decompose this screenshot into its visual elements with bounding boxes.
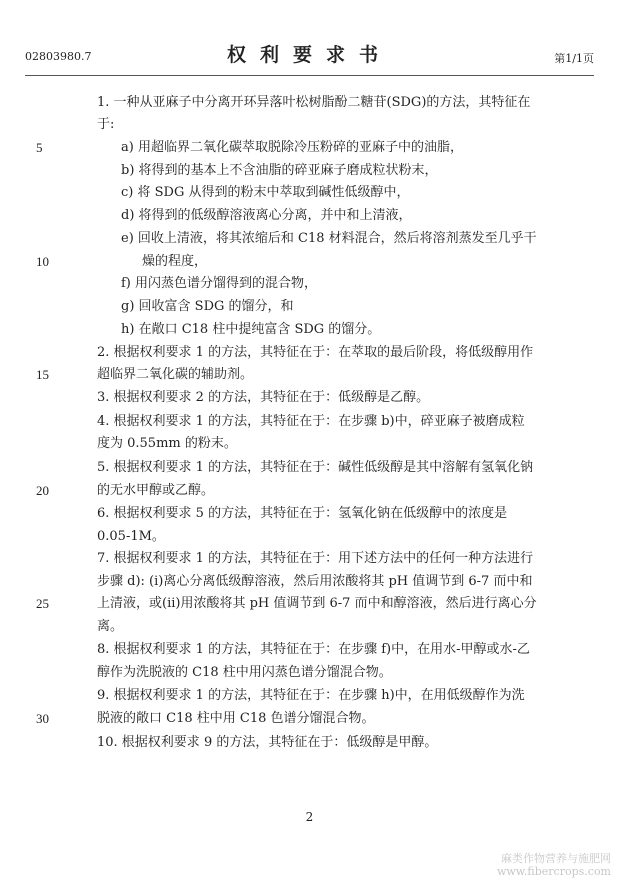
claim-1-step-a: a) 用超临界二氧化碳萃取脱除冷压粉碎的亚麻子中的油脂， — [121, 140, 463, 155]
claim-1-step-e-cont: 燥的程度， — [142, 254, 208, 269]
line-number-30: 30 — [36, 711, 49, 726]
claim-5-line-1: 5. 根据权利要求 1 的方法，其特征在于：碱性低级醇是其中溶解有氢氧化钠 — [97, 460, 534, 475]
page-number: 2 — [305, 810, 314, 824]
watermark-line-2: www.fibercrops.com — [496, 865, 611, 878]
claim-6-line-1: 6. 根据权利要求 5 的方法，其特征在于：氢氧化钠在低级醇中的浓度是 — [97, 506, 508, 521]
claim-3: 3. 根据权利要求 2 的方法，其特征在于：低级醇是乙醇。 — [97, 390, 430, 405]
claim-6-line-2: 0.05-1M。 — [97, 529, 165, 544]
watermark-line-1: 麻类作物营养与施肥网 — [501, 852, 611, 865]
claim-8-line-2: 醇作为洗脱液的 C18 柱中用闪蒸色谱分馏混合物。 — [97, 665, 392, 680]
document-title: 权利要求书 — [226, 44, 392, 66]
line-number-20: 20 — [36, 483, 49, 498]
claim-7-line-1: 7. 根据权利要求 1 的方法，其特征在于：用下述方法中的任何一种方法进行 — [97, 551, 534, 566]
application-number: 02803980.7 — [25, 50, 92, 63]
claim-2-line-1: 2. 根据权利要求 1 的方法，其特征在于：在萃取的最后阶段，将低级醇用作 — [97, 345, 534, 360]
claim-7-line-4: 离。 — [97, 619, 124, 634]
claim-9-line-2: 脱液的敞口 C18 柱中用 C18 色谱分馏混合物。 — [97, 711, 375, 726]
claim-5-line-2: 的无水甲醇或乙醇。 — [97, 483, 215, 498]
claim-1-step-g: g) 回收富含 SDG 的馏分，和 — [121, 299, 294, 314]
claim-1-step-h: h) 在敞口 C18 柱中提纯富含 SDG 的馏分。 — [121, 322, 381, 337]
page-indicator: 第1/1页 — [554, 52, 594, 65]
claim-1-line-1: 1. 一种从亚麻子中分离开环异落叶松树脂酚二糖苷(SDG)的方法，其特征在 — [97, 95, 531, 110]
claim-1-line-2: 于: — [97, 117, 115, 132]
line-number-5: 5 — [36, 140, 43, 155]
claim-1-step-c: c) 将 SDG 从得到的粉末中萃取到碱性低级醇中， — [121, 185, 410, 200]
claim-1-step-d: d) 将得到的低级醇溶液离心分离，并中和上清液， — [121, 208, 412, 223]
line-number-15: 15 — [36, 367, 49, 382]
claim-4-line-1: 4. 根据权利要求 1 的方法，其特征在于：在步骤 b)中，碎亚麻子被磨成粒 — [97, 414, 525, 429]
line-number-10: 10 — [36, 254, 49, 269]
claim-1-step-e: e) 回收上清液，将其浓缩后和 C18 材料混合，然后将溶剂蒸发至几乎干 — [121, 231, 537, 246]
document-header — [25, 40, 594, 72]
claim-10: 10. 根据权利要求 9 的方法，其特征在于：低级醇是甲醇。 — [97, 735, 438, 750]
claim-2-line-2: 超临界二氧化碳的辅助剂。 — [97, 367, 254, 382]
watermark — [497, 852, 611, 878]
claim-4-line-2: 度为 0.55mm 的粉末。 — [97, 436, 237, 451]
claim-9-line-1: 9. 根据权利要求 1 的方法，其特征在于：在步骤 h)中，在用低级醇作为洗 — [97, 688, 525, 703]
claim-1-step-b: b) 将得到的基本上不含油脂的碎亚麻子磨成粒状粉末， — [121, 163, 438, 178]
claim-7-line-3: 上清液，或(ii)用浓酸将其 pH 值调节到 6-7 而中和醇溶液，然后进行离心分 — [97, 596, 537, 611]
header-rule — [25, 75, 594, 76]
claim-8-line-1: 8. 根据权利要求 1 的方法，其特征在于：在步骤 f)中，在用水-甲醇或水-乙 — [97, 642, 530, 657]
claim-7-line-2: 步骤 d): (i)离心分离低级醇溶液，然后用浓酸将其 pH 值调节到 6-7 而中和 — [97, 574, 533, 589]
claim-1-step-f: f) 用闪蒸色谱分馏得到的混合物， — [121, 276, 318, 291]
line-number-25: 25 — [36, 596, 49, 611]
